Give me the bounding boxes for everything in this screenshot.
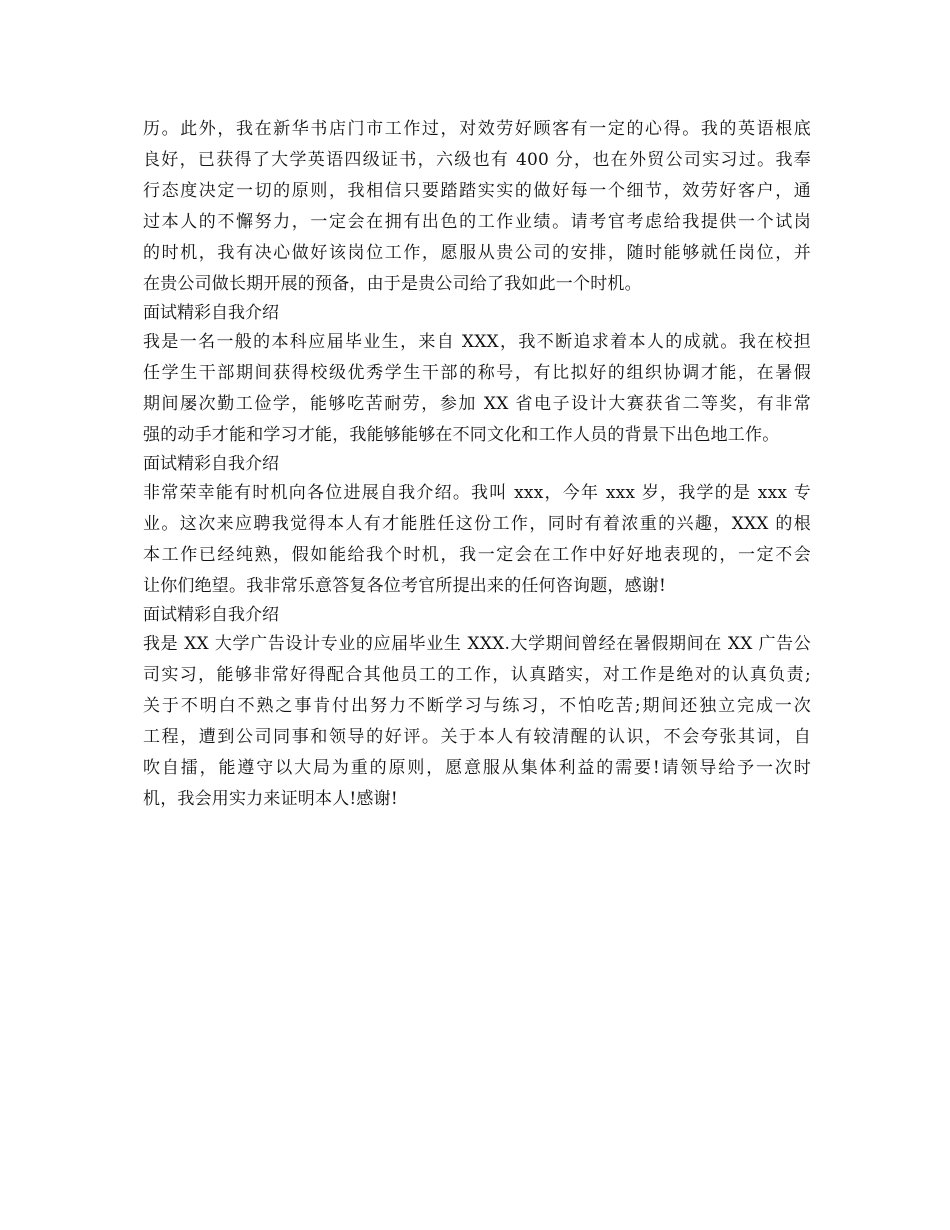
paragraph-intro-3 — [143, 629, 811, 815]
text-line: 过本人的不懈努力，一定会在拥有出色的工作业绩。请考官考虑给我提供一个试岗 — [143, 212, 811, 232]
text-line: 机，我会用实力来证明本人!感谢! — [143, 789, 398, 809]
document-body — [143, 114, 811, 815]
text-line: 本工作已经纯熟，假如能给我个时机，我一定会在工作中好好地表现的，一定不会 — [143, 545, 811, 565]
paragraph-intro-2 — [143, 478, 811, 602]
text-line: 的时机，我有决心做好该岗位工作，愿服从贵公司的安排，随时能够就任岗位，并 — [143, 243, 811, 263]
text-line: 司实习，能够非常好得配合其他员工的工作，认真踏实，对工作是绝对的认真负责; — [143, 665, 811, 685]
text-line: 行态度决定一切的原则，我相信只要踏踏实实的做好每一个细节，效劳好客户，通 — [143, 181, 811, 201]
section-heading: 面试精彩自我介绍 — [143, 303, 279, 323]
text-line: 期间屡次勤工俭学，能够吃苦耐劳，参加 XX 省电子设计大赛获省二等奖，有非常 — [143, 394, 811, 414]
text-line: 良好，已获得了大学英语四级证书，六级也有 400 分，也在外贸公司实习过。我奉 — [143, 150, 811, 170]
text-line: 历。此外，我在新华书店门市工作过，对效劳好顾客有一定的心得。我的英语根底 — [143, 119, 811, 139]
text-line: 我是一名一般的本科应届毕业生，来自 XXX，我不断追求着本人的成就。我在校担 — [143, 332, 811, 352]
paragraph-intro-1 — [143, 327, 811, 451]
text-line: 强的动手才能和学习才能，我能够能够在不同文化和工作人员的背景下出色地工作。 — [143, 425, 780, 445]
text-line: 任学生干部期间获得校级优秀学生干部的称号，有比拟好的组织协调才能，在暑假 — [143, 363, 811, 383]
text-line: 关于不明白不熟之事肯付出努力不断学习与练习，不怕吃苦;期间还独立完成一次 — [143, 696, 811, 716]
text-line: 业。这次来应聘我觉得本人有才能胜任这份工作，同时有着浓重的兴趣，XXX 的根 — [143, 514, 811, 534]
text-line: 我是 XX 大学广告设计专业的应届毕业生 XXX.大学期间曾经在暑假期间在 XX 广告公 — [143, 634, 811, 654]
section-heading: 面试精彩自我介绍 — [143, 454, 279, 474]
text-line: 吹自擂，能遵守以大局为重的原则，愿意服从集体利益的需要!请领导给予一次时 — [143, 758, 811, 778]
section-heading: 面试精彩自我介绍 — [143, 605, 279, 625]
text-line: 非常荣幸能有时机向各位进展自我介绍。我叫 xxx，今年 xxx 岁，我学的是 xxx 专 — [143, 483, 811, 503]
text-line: 工程，遭到公司同事和领导的好评。关于本人有较清醒的认识，不会夸张其词，自 — [143, 727, 811, 747]
text-line: 让你们绝望。我非常乐意答复各位考官所提出来的任何咨询题，感谢! — [143, 576, 667, 596]
text-line: 在贵公司做长期开展的预备，由于是贵公司给了我如此一个时机。 — [143, 274, 642, 294]
paragraph-continuation — [143, 114, 811, 300]
